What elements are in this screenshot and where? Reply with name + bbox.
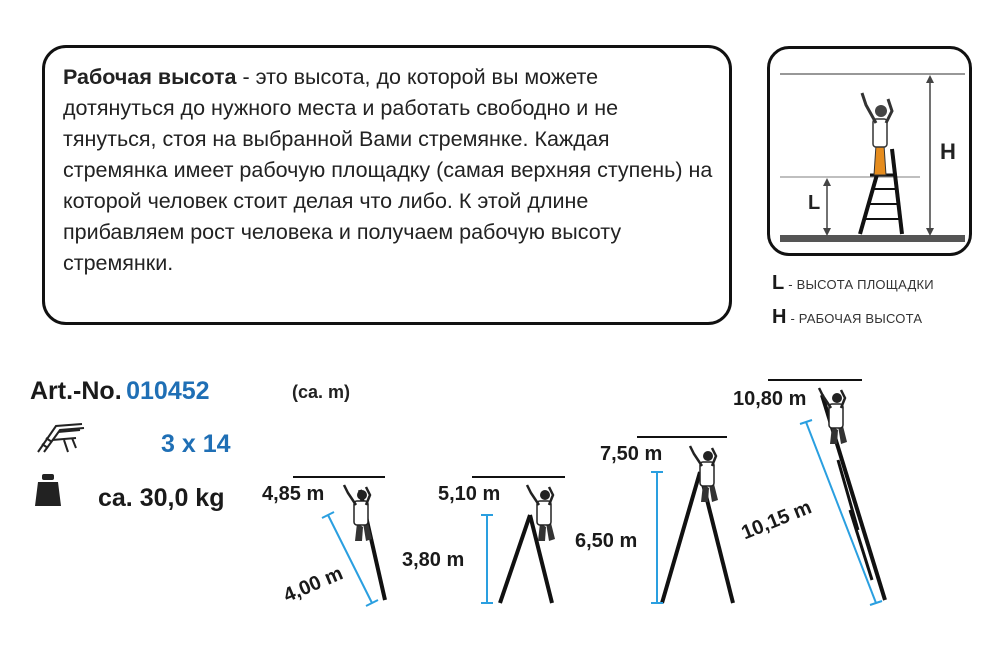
working-height-label-2: 5,10 m bbox=[438, 483, 501, 505]
platform-measure-4 bbox=[806, 422, 876, 603]
legend-text-h: - РАБОЧАЯ ВЫСОТА bbox=[790, 311, 923, 326]
worker-2 bbox=[527, 485, 555, 541]
platform-height-label-3: 6,50 m bbox=[575, 530, 638, 552]
art-label: Art.-No. bbox=[30, 377, 122, 405]
platform-height-label-4: 10,15 m bbox=[738, 496, 815, 545]
platform-height-label-1: 4,00 m bbox=[280, 562, 347, 607]
platform-height-label-2: 3,80 m bbox=[402, 549, 465, 571]
l-label: L bbox=[808, 192, 821, 214]
art-number-value: 010452 bbox=[126, 377, 210, 405]
worker-1 bbox=[344, 485, 372, 541]
config-2 bbox=[402, 477, 565, 603]
working-height-label-1: 4,85 m bbox=[262, 483, 325, 505]
h-label: H bbox=[940, 139, 956, 164]
config-3 bbox=[575, 437, 733, 603]
working-height-label-4: 10,80 m bbox=[733, 388, 807, 410]
ladder-3-front bbox=[662, 472, 700, 603]
legend-key-l: L bbox=[772, 272, 785, 294]
weight-value: ca. 30,0 kg bbox=[98, 484, 225, 512]
ladder-2-front bbox=[500, 515, 530, 603]
worker-4 bbox=[819, 388, 847, 444]
legend-key-h: H bbox=[772, 306, 787, 328]
legend-text-l: - ВЫСОТА ПЛОЩАДКИ bbox=[788, 277, 934, 292]
info-term: Рабочая высота bbox=[63, 65, 237, 89]
config-4 bbox=[733, 380, 885, 605]
unit-label: (ca. m) bbox=[292, 382, 351, 402]
config-1 bbox=[262, 477, 385, 607]
working-height-label-3: 7,50 m bbox=[600, 443, 663, 465]
info-description: - это высота, до которой вы можете дотянуться до нужного места и работать свободно и не тянуться, стоя на выбранной Вами стремянке. Каждая стремянка имеет рабочую площадку (самая верхняя ступень) на которой человек стоит делая что либо. К этой длине прибавляем рост человека и получаем рабочую высоту стремянки. bbox=[63, 65, 713, 275]
steps-value: 3 x 14 bbox=[161, 430, 231, 458]
